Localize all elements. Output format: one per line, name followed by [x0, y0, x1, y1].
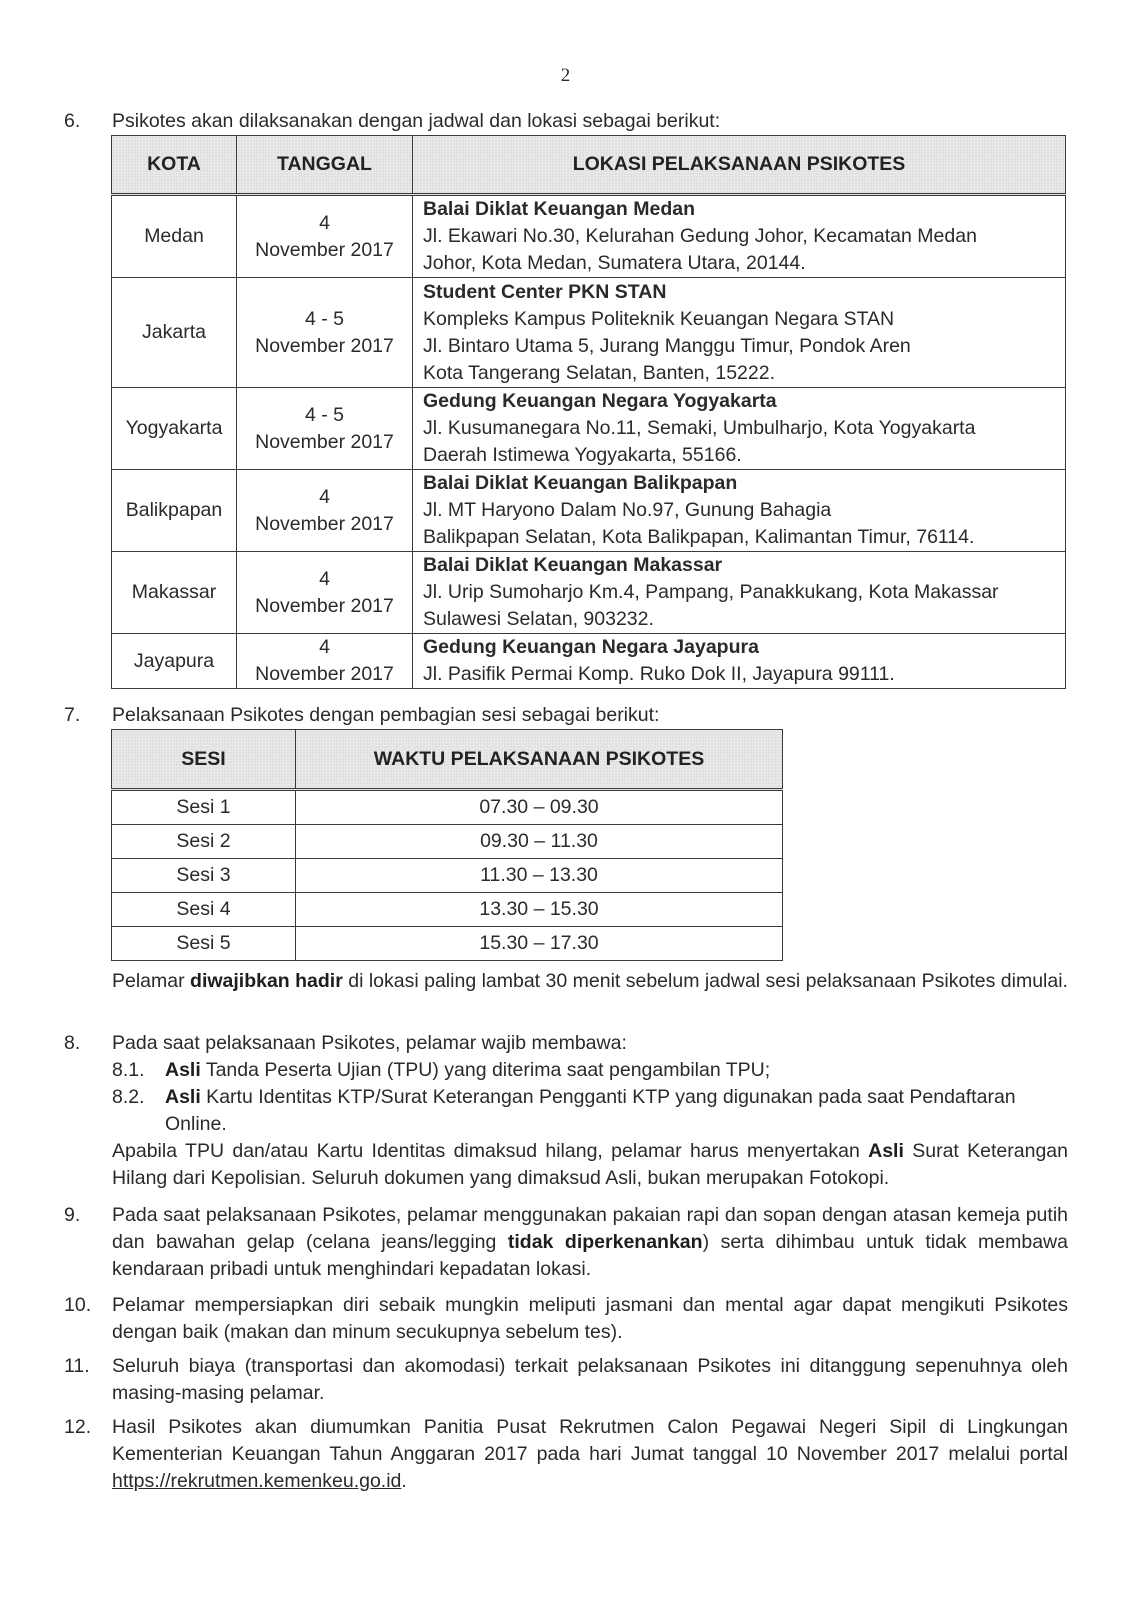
header-kota: KOTA [112, 136, 237, 195]
date-day: 4 [319, 211, 330, 234]
session-cell: Sesi 1 [112, 790, 296, 825]
location-name: Gedung Keuangan Negara Jayapura [423, 636, 759, 658]
item-number: 6. [64, 110, 81, 132]
time-cell: 11.30 – 13.30 [296, 859, 783, 893]
date-day: 4 - 5 [304, 403, 345, 426]
city-cell: Makassar [112, 552, 237, 634]
date-cell [237, 552, 413, 634]
location-line: Jl. Pasifik Permai Komp. Ruko Dok II, Jayapura 99111. [423, 663, 895, 685]
time-cell: 09.30 – 11.30 [296, 825, 783, 859]
table-row [112, 470, 1066, 552]
page-number: 2 [560, 65, 571, 86]
date-cell [237, 278, 413, 388]
sub-item-text: Kartu Identitas KTP/Surat Keterangan Pengganti KTP yang digunakan pada saat Pendaftaran Online. [165, 1086, 1016, 1135]
date-month: November 2017 [255, 594, 394, 617]
location-cell [413, 552, 1066, 634]
item-text: Pelaksanaan Psikotes dengan pembagian sesi sebagai berikut: [112, 704, 660, 726]
date-month: November 2017 [255, 238, 394, 261]
item-number: 12. [64, 1416, 92, 1438]
location-line: Balikpapan Selatan, Kota Balikpapan, Kalimantan Timur, 76114. [423, 526, 975, 548]
date-month: November 2017 [255, 334, 394, 357]
date-cell [237, 195, 413, 278]
time-cell: 13.30 – 15.30 [296, 893, 783, 927]
table-row [112, 634, 1066, 689]
sub-item-number: 8.2. [112, 1086, 145, 1108]
table-row [112, 790, 783, 825]
item-text [112, 1202, 1068, 1283]
location-cell [413, 278, 1066, 388]
item-number: 11. [64, 1355, 90, 1377]
item-text: Seluruh biaya (transportasi dan akomodasi) terkait pelaksanaan Psikotes ini ditanggung sepenuhnya oleh masing-masing pelamar. [112, 1355, 1068, 1404]
text-segment: . [401, 1470, 407, 1492]
item-7-note [64, 968, 1068, 995]
city-cell: Medan [112, 195, 237, 278]
location-line: Sulawesi Selatan, 903232. [423, 608, 654, 630]
note-text: Apabila TPU dan/atau Kartu Identitas dimaksud hilang, pelamar harus menyertakan [112, 1140, 869, 1162]
schedule-table [111, 135, 1066, 689]
sub-item-emphasis: Asli [165, 1086, 201, 1108]
header-sesi: SESI [112, 730, 296, 790]
location-line: Jl. Urip Sumoharjo Km.4, Pampang, Panakkukang, Kota Makassar [423, 581, 999, 603]
attendance-note [112, 968, 1068, 995]
table-row [112, 278, 1066, 388]
city-cell: Yogyakarta [112, 388, 237, 470]
location-name: Balai Diklat Keuangan Makassar [423, 554, 723, 576]
item-number: 9. [64, 1204, 81, 1226]
item-number: 8. [64, 1032, 81, 1054]
text-segment: ) serta dihimbau untuk tidak membawa kendaraan pribadi untuk menghindari kepadatan lokasi. [112, 1231, 1068, 1280]
item-text [112, 1414, 1068, 1495]
location-line: Jl. MT Haryono Dalam No.97, Gunung Bahagia [423, 499, 832, 521]
time-cell: 07.30 – 09.30 [296, 790, 783, 825]
location-line: Jl. Ekawari No.30, Kelurahan Gedung Johor, Kecamatan Medan [423, 225, 977, 247]
item-7 [64, 702, 1068, 729]
item-11 [64, 1353, 1068, 1407]
item-text: Pada saat pelaksanaan Psikotes, pelamar wajib membawa: [112, 1032, 627, 1054]
sub-item-number: 8.1. [112, 1059, 145, 1081]
location-name: Student Center PKN STAN [423, 280, 667, 303]
location-cell [413, 470, 1066, 552]
session-cell: Sesi 5 [112, 927, 296, 961]
table-row [112, 859, 783, 893]
table-header-row [112, 136, 1066, 195]
location-line: Jl. Bintaro Utama 5, Jurang Manggu Timur, Pondok Aren [423, 334, 911, 357]
location-line: Kompleks Kampus Politeknik Keuangan Negara STAN [423, 307, 895, 330]
table-row [112, 825, 783, 859]
date-day: 4 [319, 567, 330, 590]
location-line: Daerah Istimewa Yogyakarta, 55166. [423, 444, 742, 466]
lost-document-note [112, 1138, 1068, 1192]
text-segment: Pada saat pelaksanaan Psikotes, pelamar menggunakan pakaian rapi dan sopan dengan atasan kemeja putih dan bawahan gelap (celana jeans/legging [112, 1204, 1068, 1253]
sub-item-8-2 [112, 1084, 1068, 1138]
note-text: di lokasi paling lambat 30 menit sebelum jadwal sesi pelaksanaan Psikotes dimulai. [342, 970, 1068, 992]
note-text: Pelamar [112, 970, 191, 992]
date-month: November 2017 [255, 512, 394, 535]
date-day: 4 - 5 [304, 307, 345, 330]
sub-item-emphasis: Asli [165, 1059, 201, 1081]
text-segment: Hasil Psikotes akan diumumkan Panitia Pusat Rekrutmen Calon Pegawai Negeri Sipil di Lingkungan Kementerian Keuangan Tahun Anggaran 2017 pada hari Jumat tanggal 10 November 2017 melalui portal [112, 1416, 1068, 1465]
location-cell [413, 388, 1066, 470]
note-emphasis: diwajibkan hadir [190, 970, 343, 992]
header-waktu: WAKTU PELAKSANAAN PSIKOTES [296, 730, 783, 790]
session-table [111, 729, 783, 961]
item-6 [64, 108, 1068, 135]
item-12 [64, 1414, 1068, 1495]
item-text: Psikotes akan dilaksanakan dengan jadwal dan lokasi sebagai berikut: [112, 110, 721, 132]
location-name: Balai Diklat Keuangan Balikpapan [423, 472, 738, 494]
item-9 [64, 1202, 1068, 1283]
table-row [112, 195, 1066, 278]
city-cell: Jakarta [112, 278, 237, 388]
location-cell [413, 195, 1066, 278]
sub-item-text: Tanda Peserta Ujian (TPU) yang diterima saat pengambilan TPU; [200, 1059, 771, 1081]
location-line: Johor, Kota Medan, Sumatera Utara, 20144. [423, 252, 806, 274]
item-8 [64, 1030, 1068, 1192]
header-lokasi: LOKASI PELAKSANAAN PSIKOTES [413, 136, 1066, 195]
item-number: 10. [64, 1294, 92, 1316]
item-number: 7. [64, 704, 81, 726]
item-text: Pelamar mempersiapkan diri sebaik mungkin meliputi jasmani dan mental agar dapat mengikuti Psikotes dengan baik (makan dan minum secukupnya sebelum tes). [112, 1294, 1068, 1343]
location-line: Jl. Kusumanegara No.11, Semaki, Umbulharjo, Kota Yogyakarta [423, 417, 976, 439]
date-month: November 2017 [255, 663, 394, 685]
date-cell [237, 388, 413, 470]
location-name: Balai Diklat Keuangan Medan [423, 198, 695, 220]
recruitment-portal-link[interactable]: https://rekrutmen.kemenkeu.go.id [112, 1470, 402, 1492]
location-cell [413, 634, 1066, 689]
city-cell: Jayapura [112, 634, 237, 689]
city-cell: Balikpapan [112, 470, 237, 552]
text-emphasis: tidak diperkenankan [507, 1231, 703, 1253]
table-header-row [112, 730, 783, 790]
date-day: 4 [319, 636, 330, 658]
session-cell: Sesi 2 [112, 825, 296, 859]
table-row [112, 927, 783, 961]
date-cell [237, 470, 413, 552]
date-day: 4 [319, 485, 330, 508]
note-emphasis: Asli [868, 1140, 904, 1162]
session-cell: Sesi 4 [112, 893, 296, 927]
location-name: Gedung Keuangan Negara Yogyakarta [423, 390, 777, 412]
sub-item-8-1 [112, 1057, 1068, 1084]
date-cell [237, 634, 413, 689]
note-text: Surat Keterangan Hilang dari Kepolisian. Seluruh dokumen yang dimaksud Asli, bukan merupakan Fotokopi. [112, 1140, 1068, 1189]
table-row [112, 552, 1066, 634]
time-cell: 15.30 – 17.30 [296, 927, 783, 961]
item-10 [64, 1292, 1068, 1346]
location-line: Kota Tangerang Selatan, Banten, 15222. [423, 361, 776, 384]
table-row [112, 388, 1066, 470]
header-tanggal: TANGGAL [237, 136, 413, 195]
table-row [112, 893, 783, 927]
date-month: November 2017 [255, 430, 394, 453]
session-cell: Sesi 3 [112, 859, 296, 893]
